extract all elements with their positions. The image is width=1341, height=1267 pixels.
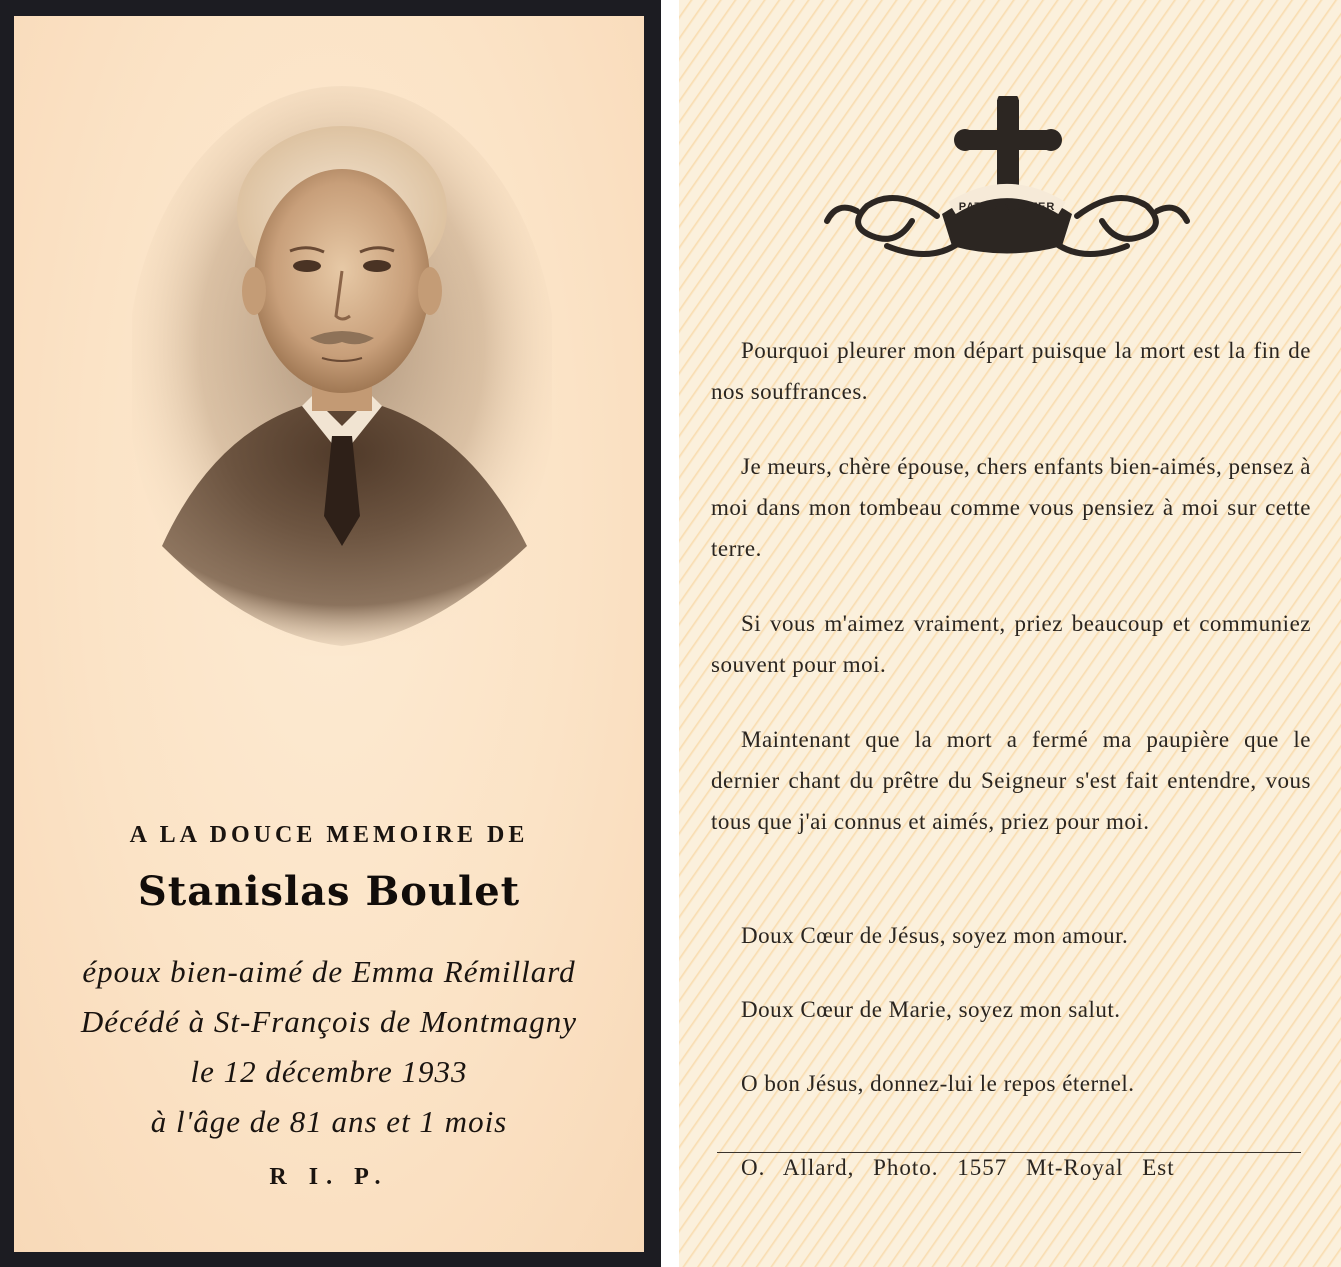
portrait-photo [132,76,552,656]
poem-paragraph-1: Pourquoi pleurer mon départ puisque la mort est la fin de nos souffrances. [711,338,1311,404]
death-place-line: Décédé à St-François de Montmagny [80,1004,578,1039]
poem-paragraph-2: Je meurs, chère épouse, chers enfants bien-aimés, pensez à moi dans mon tombeau comme vous pensiez à moi sur cette terre. [711,454,1311,561]
deceased-name: Stanislas Boulet [137,868,521,915]
card-front-paper [14,16,644,1252]
emblem-text: PATER NOSTER [958,201,1056,213]
prayer-line-1: Doux Cœur de Jésus, soyez mon amour. [741,923,1129,948]
death-date-line: le 12 décembre 1933 [190,1054,468,1089]
footer-divider [717,1152,1301,1153]
cross-emblem-icon [817,96,1197,266]
prayer-line-2: Doux Cœur de Marie, soyez mon salut. [741,997,1121,1022]
memorial-card-back [679,0,1341,1267]
poem-paragraph-4: Maintenant que la mort a fermé ma paupière que le dernier chant du prêtre du Seigneur s'est fait entendre, vous tous que j'ai connus et aimés, priez pour moi. [711,727,1311,834]
rip-text: R I. P. [269,1164,389,1190]
photographer-credit: O. Allard, Photo. 1557 Mt-Royal Est [741,1155,1175,1180]
age-line: à l'âge de 81 ans et 1 mois [150,1104,508,1139]
poem-paragraph-3: Si vous m'aimez vraiment, priez beaucoup et communiez souvent pour moi. [711,611,1311,677]
prayer-line-3: O bon Jésus, donnez-lui le repos éternel. [741,1071,1135,1096]
memorial-card-front [0,0,661,1267]
memorial-heading: A LA DOUCE MEMOIRE DE [129,822,529,848]
spouse-line: époux bien-aimé de Emma Rémillard [82,954,576,989]
